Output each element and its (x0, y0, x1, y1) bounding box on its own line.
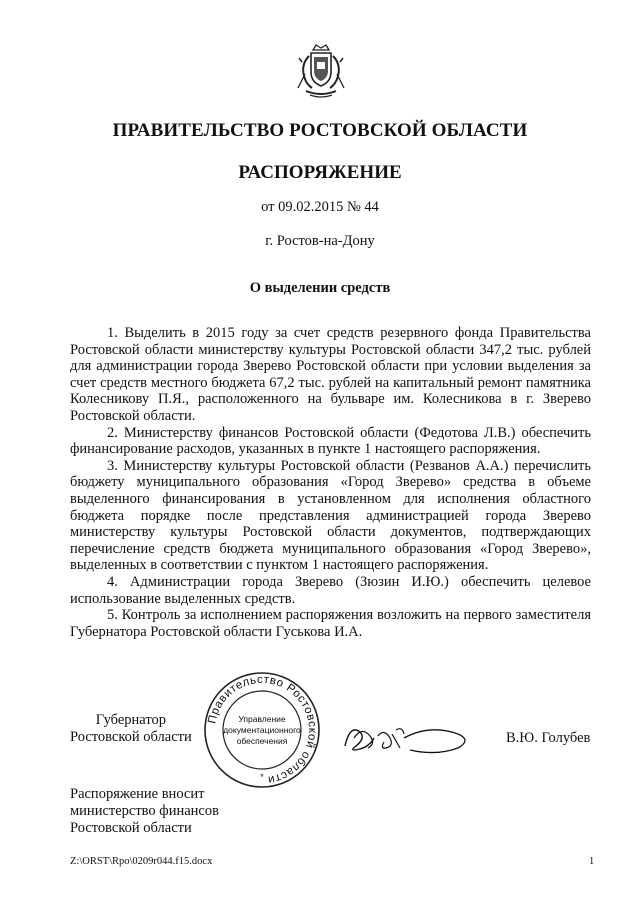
paragraph-4: 4. Администрации города Зверево (Зюзин И.Ю.) обеспечить целевое использование выделенных средств. (70, 573, 591, 607)
rostov-coat-of-arms-icon (296, 44, 346, 100)
paragraph-2: 2. Министерству финансов Ростовской области (Федотова Л.В.) обеспечить финансирование расходов, указанных в пункте 1 настоящего распоряжения. (70, 424, 591, 458)
stamp-center-text: документационного (223, 725, 301, 735)
submission-note-line: министерство финансов (70, 803, 219, 819)
signatory-title (70, 712, 192, 746)
submission-note (70, 786, 219, 837)
document-date-number: от 09.02.2015 № 44 (261, 199, 379, 215)
paragraph-5: 5. Контроль за исполнением распоряжения возложить на первого заместителя Губернатора Ростовской области Гуськова И.А. (70, 607, 591, 640)
document-place: г. Ростов-на-Дону (265, 233, 375, 249)
footer-file-path: Z:\ORST\Rpo\0209r044.f15.docx (70, 856, 213, 867)
paragraph-3: 3. Министерству культуры Ростовской области (Резванов А.А.) перечислить бюджету муниципального образования «Город Зверево» средства в объеме выделенного финансирования в установленном для исполнения областного бюджета порядке после представления администрацией города Зверево министерству культуры Ростовской области документов, подтверждающих перечисление средств бюджета муниципального образования «Город Зверево», выделенных в соответствии с пунктом 1 настоящего распоряжения. (70, 457, 591, 574)
page-number: 1 (589, 856, 595, 867)
svg-text:*: * (260, 772, 264, 782)
document-type: РАСПОРЯЖЕНИЕ (238, 162, 402, 183)
handwritten-signature (340, 716, 475, 761)
paragraph-1: 1. Выделить в 2015 году за счет средств резервного фонда Правительства Ростовской области министерству культуры Ростовской области 347,2 тыс. рублей для администрации города Зверево Ростовской области при условии выделения за счет средств местного бюджета 67,2 тыс. рублей на капитальный ремонт памятника Колесникову П.Я., расположенного на бульваре им. Колесникова в г. Зверево Ростовской области. (70, 325, 591, 424)
submission-note-line: Ростовской области (70, 820, 192, 836)
document-subject: О выделении средств (249, 280, 391, 296)
signatory-title-line: Губернатор (95, 712, 166, 728)
signatory-name: В.Ю. Голубев (506, 730, 591, 746)
organization-title: ПРАВИТЕЛЬСТВО РОСТОВСКОЙ ОБЛАСТИ (112, 120, 528, 141)
stamp-center-text: обеспечения (236, 736, 288, 746)
document-body (70, 325, 591, 640)
stamp-center-text: Управление (238, 714, 286, 724)
stamp-ring-text: Правительство Ростовской области (206, 673, 319, 786)
signatory-title-line: Ростовской области (70, 729, 192, 745)
submission-note-line: Распоряжение вносит (70, 786, 205, 802)
official-stamp (202, 670, 322, 790)
